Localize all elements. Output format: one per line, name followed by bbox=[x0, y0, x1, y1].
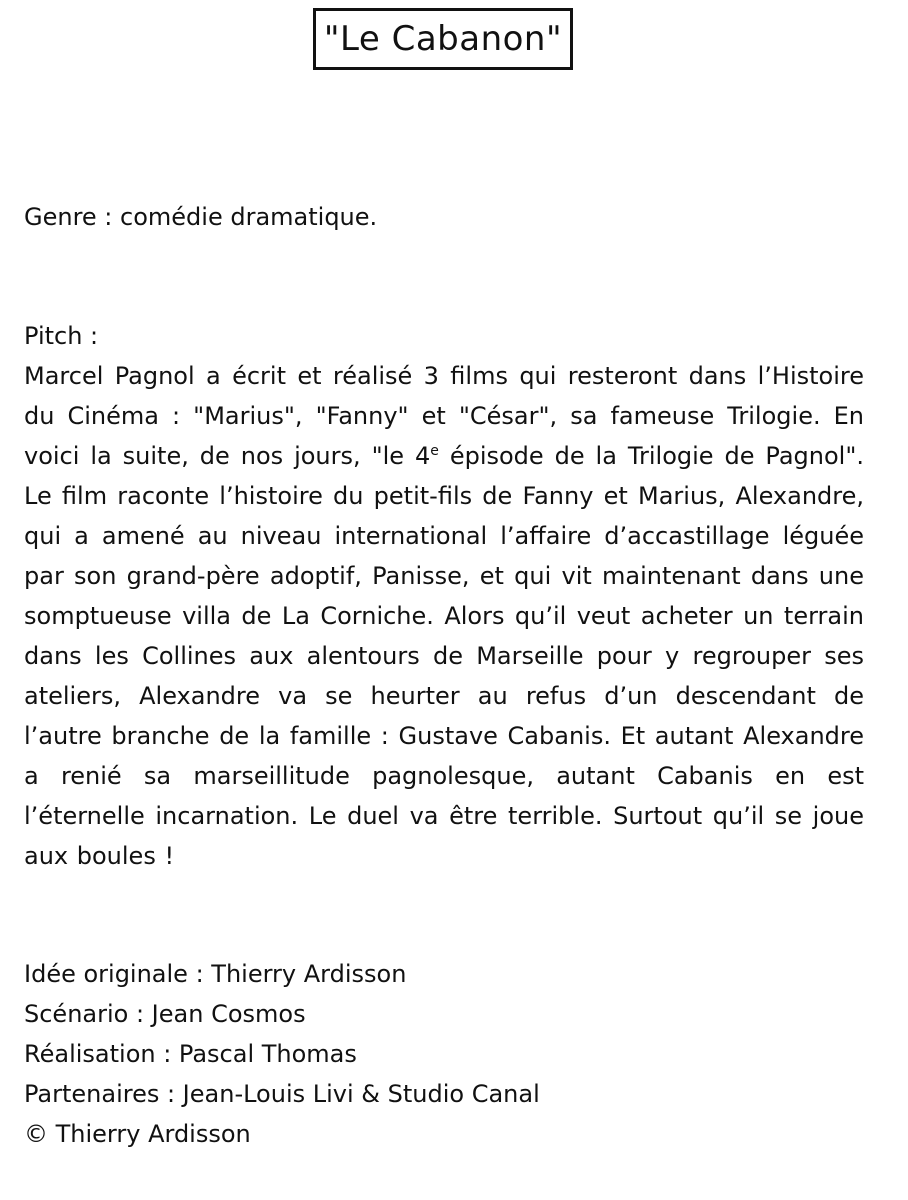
genre-line: Genre : comédie dramatique. bbox=[24, 203, 378, 231]
pitch-text-part-1: Marcel Pagnol a écrit et réalisé 3 films qui resteront dans l’Histoire du Cinéma : "Marius", "Fanny" et "César", sa fameuse Trilogie. En voici la suite, de nos jours, "le 4 bbox=[24, 362, 864, 470]
credit-original-idea: Idée originale : Thierry Ardisson bbox=[24, 960, 407, 988]
credit-copyright: © Thierry Ardisson bbox=[24, 1120, 251, 1148]
pitch-text-part-2: épisode de la Trilogie de Pagnol". Le film raconte l’histoire du petit-fils de Fanny et Marius, Alexandre, qui a amené au niveau international l’affaire d’accastillage léguée par son grand-père adoptif, Panisse, et qui vit maintenant dans une somptueuse villa de La Corniche. Alors qu’il veut acheter un terrain dans les Collines aux alentours de Marseille pour y regrouper ses ateliers, Alexandre va se heurter au refus d’un descendant de l’autre branche de la famille : Gustave Cabanis. Et autant Alexandre a renié sa marseillitude pagnolesque, autant Cabanis en est l’éternelle incarnation. Le duel va être terrible. Surtout qu’il se joue aux boules ! bbox=[24, 442, 864, 870]
pitch-label: Pitch : bbox=[24, 322, 99, 350]
page-title: "Le Cabanon" bbox=[313, 8, 573, 70]
credit-director: Réalisation : Pascal Thomas bbox=[24, 1040, 357, 1068]
pitch-superscript: e bbox=[430, 443, 439, 459]
pitch-paragraph bbox=[24, 356, 864, 876]
credit-screenplay: Scénario : Jean Cosmos bbox=[24, 1000, 306, 1028]
credits-list bbox=[24, 954, 864, 1154]
credit-partners: Partenaires : Jean-Louis Livi & Studio Canal bbox=[24, 1080, 540, 1108]
